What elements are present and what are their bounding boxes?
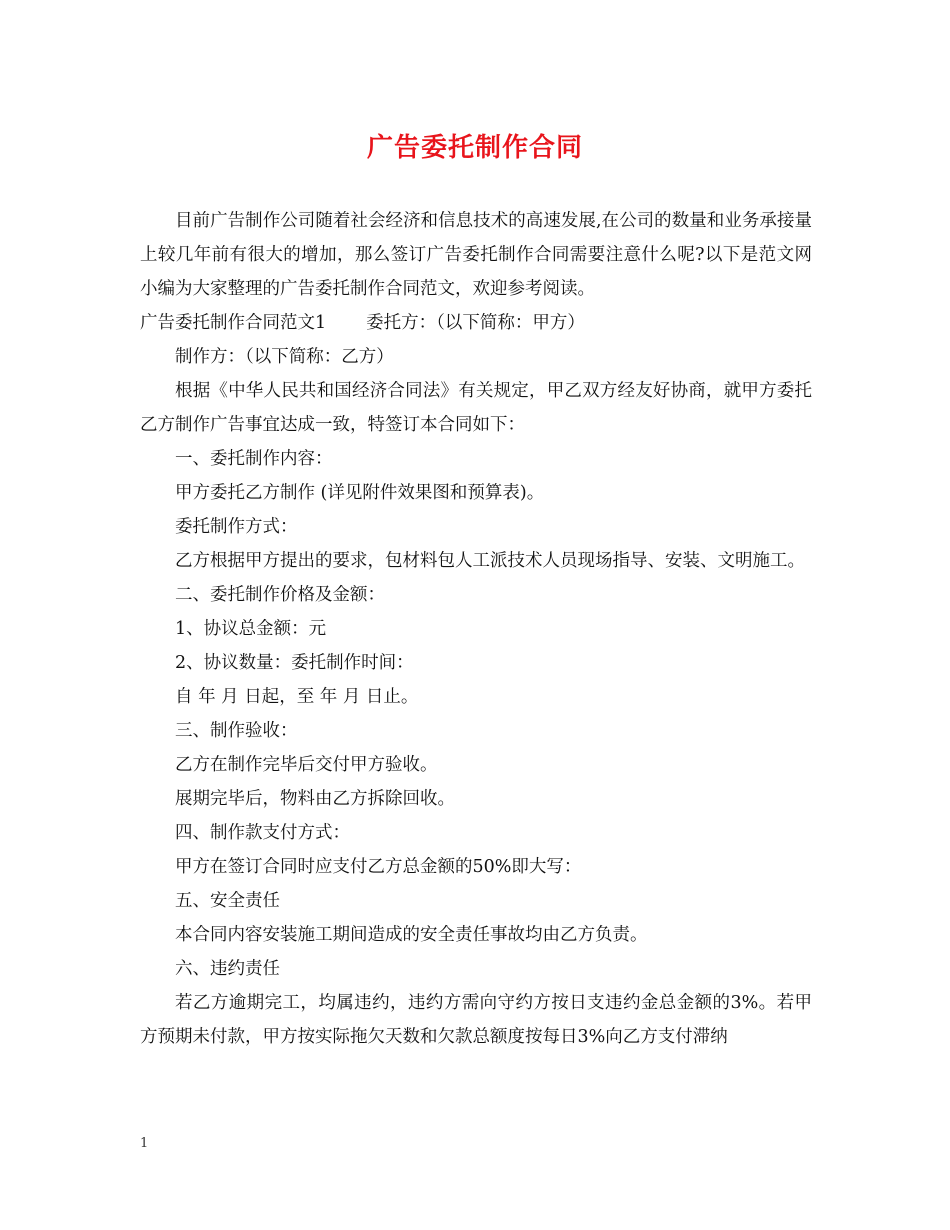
section-5-heading: 五、安全责任 <box>175 891 280 911</box>
sample-heading-row <box>140 306 812 340</box>
sample-heading: 广告委托制作合同范文1 <box>140 313 327 333</box>
section-1-method-heading: 委托制作方式： <box>175 517 298 537</box>
section-2-item-1: 1、协议总金额：元 <box>175 619 327 639</box>
section-2-period: 自 年 月 日起，至 年 月 日止。 <box>175 687 419 707</box>
preamble-paragraph: 根据《中华人民共和国经济合同法》有关规定，甲乙双方经友好协商，就甲方委托乙方制作广告事宜达成一致，特签订本合同如下： <box>140 381 812 435</box>
section-1-content: 甲方委托乙方制作 (详见附件效果图和预算表)。 <box>175 483 545 503</box>
section-1-method: 乙方根据甲方提出的要求，包材料包人工派技术人员现场指导、安装、文明施工。 <box>175 551 805 571</box>
maker-line: 制作方：（以下简称：乙方） <box>175 347 394 367</box>
page-number: 1 <box>140 1136 149 1151</box>
section-3-item-2: 展期完毕后，物料由乙方拆除回收。 <box>175 789 455 809</box>
section-1-heading: 一、委托制作内容： <box>175 449 333 469</box>
section-6-heading: 六、违约责任 <box>175 959 280 979</box>
section-4-item-1: 甲方在签订合同时应支付乙方总金额的50%即大写： <box>175 857 582 877</box>
section-6-item-1: 若乙方逾期完工，均属违约，违约方需向守约方按日支违约金总金额的3%。若甲方预期未付款，甲方按实际拖欠天数和欠款总额度按每日3%向乙方支付滞纳 <box>140 993 812 1047</box>
document-title: 广告委托制作合同 <box>366 133 583 163</box>
document-body <box>140 204 812 1054</box>
section-4-heading: 四、制作款支付方式： <box>175 823 350 843</box>
section-2-item-2: 2、协议数量：委托制作时间： <box>175 653 414 673</box>
intro-paragraph: 目前广告制作公司随着社会经济和信息技术的高速发展,在公司的数量和业务承接量上较几年前有很大的增加，那么签订广告委托制作合同需要注意什么呢?以下是范文网小编为大家整理的广告委托制作合同范文，欢迎参考阅读。 <box>140 211 812 299</box>
section-3-heading: 三、制作验收： <box>175 721 298 741</box>
section-5-item-1: 本合同内容安装施工期间造成的安全责任事故均由乙方负责。 <box>175 925 648 945</box>
section-2-heading: 二、委托制作价格及金额： <box>175 585 385 605</box>
client-line: 委托方：（以下简称：甲方） <box>366 313 585 333</box>
section-3-item-1: 乙方在制作完毕后交付甲方验收。 <box>175 755 438 775</box>
